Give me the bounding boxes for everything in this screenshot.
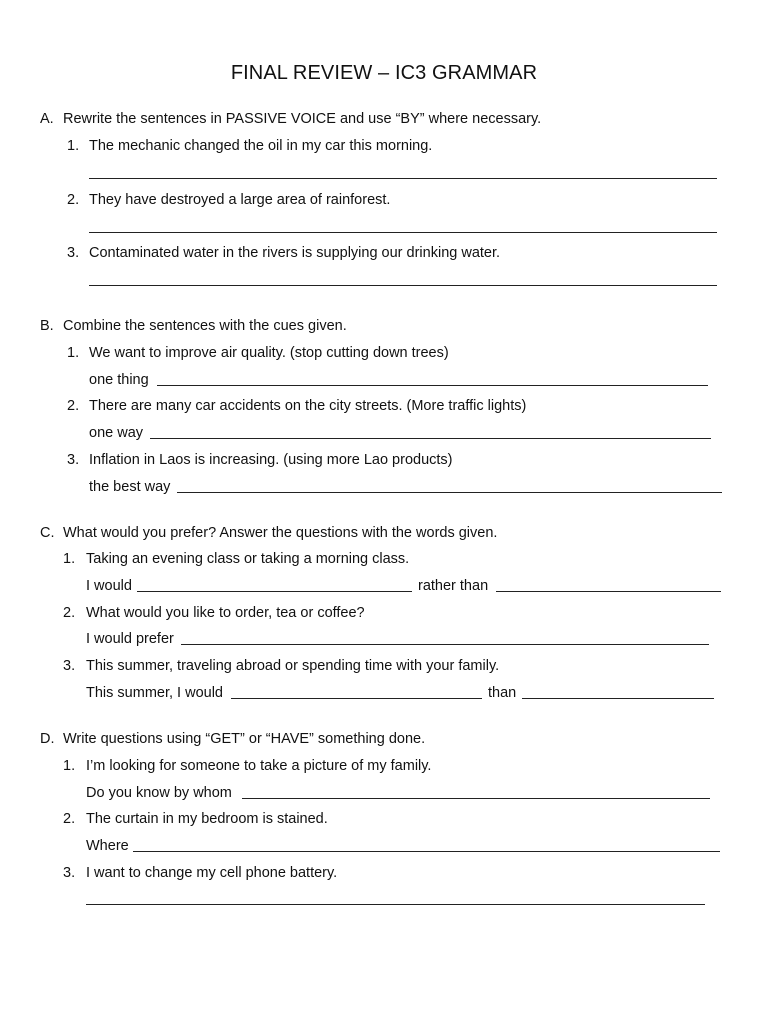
c-item-1-answer-line-2[interactable] [496, 591, 721, 592]
a-item-3-number: 3. [67, 245, 80, 261]
section-a-instruction: Rewrite the sentences in PASSIVE VOICE and use “BY” where necessary. [63, 111, 542, 127]
a-item-1-answer-line[interactable] [89, 178, 717, 179]
section-b-instruction: Combine the sentences with the cues given. [63, 318, 347, 334]
section-d-instruction: Write questions using “GET” or “HAVE” something done. [63, 731, 426, 747]
d-item-1-number: 1. [63, 758, 76, 774]
b-item-2-text: There are many car accidents on the city streets. (More traffic lights) [89, 398, 527, 414]
section-d-letter: D. [40, 731, 55, 747]
c-item-2-answer-line[interactable] [181, 644, 709, 645]
section-a-letter: A. [40, 111, 54, 127]
c-item-1-text: Taking an evening class or taking a morning class. [86, 551, 410, 567]
b-item-3-prompt: the best way [89, 479, 171, 495]
a-item-1-number: 1. [67, 138, 80, 154]
c-item-1-number: 1. [63, 551, 76, 567]
section-b-letter: B. [40, 318, 54, 334]
d-item-1-text: I’m looking for someone to take a picture of my family. [86, 758, 432, 774]
c-item-2-number: 2. [63, 605, 76, 621]
c-item-2-text: What would you like to order, tea or coffee? [86, 605, 365, 621]
section-c-instruction: What would you prefer? Answer the questions with the words given. [63, 525, 498, 541]
d-item-2-prompt: Where [86, 838, 129, 854]
d-item-3-number: 3. [63, 865, 76, 881]
b-item-2-answer-line[interactable] [150, 438, 711, 439]
b-item-1-number: 1. [67, 345, 80, 361]
c-item-1-prompt: I would [86, 578, 132, 594]
b-item-1-answer-line[interactable] [157, 385, 708, 386]
c-item-3-answer-line-2[interactable] [522, 698, 714, 699]
d-item-2-number: 2. [63, 811, 76, 827]
a-item-1-text: The mechanic changed the oil in my car this morning. [89, 138, 433, 154]
b-item-1-prompt: one thing [89, 372, 149, 388]
a-item-3-text: Contaminated water in the rivers is supplying our drinking water. [89, 245, 501, 261]
c-item-3-text: This summer, traveling abroad or spending time with your family. [86, 658, 500, 674]
a-item-2-answer-line[interactable] [89, 232, 717, 233]
c-item-3-prompt: This summer, I would [86, 685, 223, 701]
c-item-3-connector: than [488, 685, 517, 701]
b-item-3-number: 3. [67, 452, 80, 468]
c-item-3-number: 3. [63, 658, 76, 674]
d-item-2-answer-line[interactable] [133, 851, 720, 852]
c-item-1-connector: rather than [418, 578, 489, 594]
d-item-1-prompt: Do you know by whom [86, 785, 232, 801]
b-item-1-text: We want to improve air quality. (stop cutting down trees) [89, 345, 449, 361]
b-item-3-answer-line[interactable] [177, 492, 722, 493]
b-item-2-number: 2. [67, 398, 80, 414]
a-item-2-text: They have destroyed a large area of rainforest. [89, 192, 391, 208]
d-item-1-answer-line[interactable] [242, 798, 710, 799]
c-item-2-prompt: I would prefer [86, 631, 174, 647]
worksheet-title: FINAL REVIEW – IC3 GRAMMAR [230, 62, 538, 84]
d-item-2-text: The curtain in my bedroom is stained. [86, 811, 328, 827]
c-item-3-answer-line-1[interactable] [231, 698, 482, 699]
a-item-3-answer-line[interactable] [89, 285, 717, 286]
d-item-3-answer-line[interactable] [86, 904, 705, 905]
d-item-3-text: I want to change my cell phone battery. [86, 865, 338, 881]
b-item-3-text: Inflation in Laos is increasing. (using more Lao products) [89, 452, 453, 468]
a-item-2-number: 2. [67, 192, 80, 208]
b-item-2-prompt: one way [89, 425, 144, 441]
section-c-letter: C. [40, 525, 55, 541]
c-item-1-answer-line-1[interactable] [137, 591, 412, 592]
